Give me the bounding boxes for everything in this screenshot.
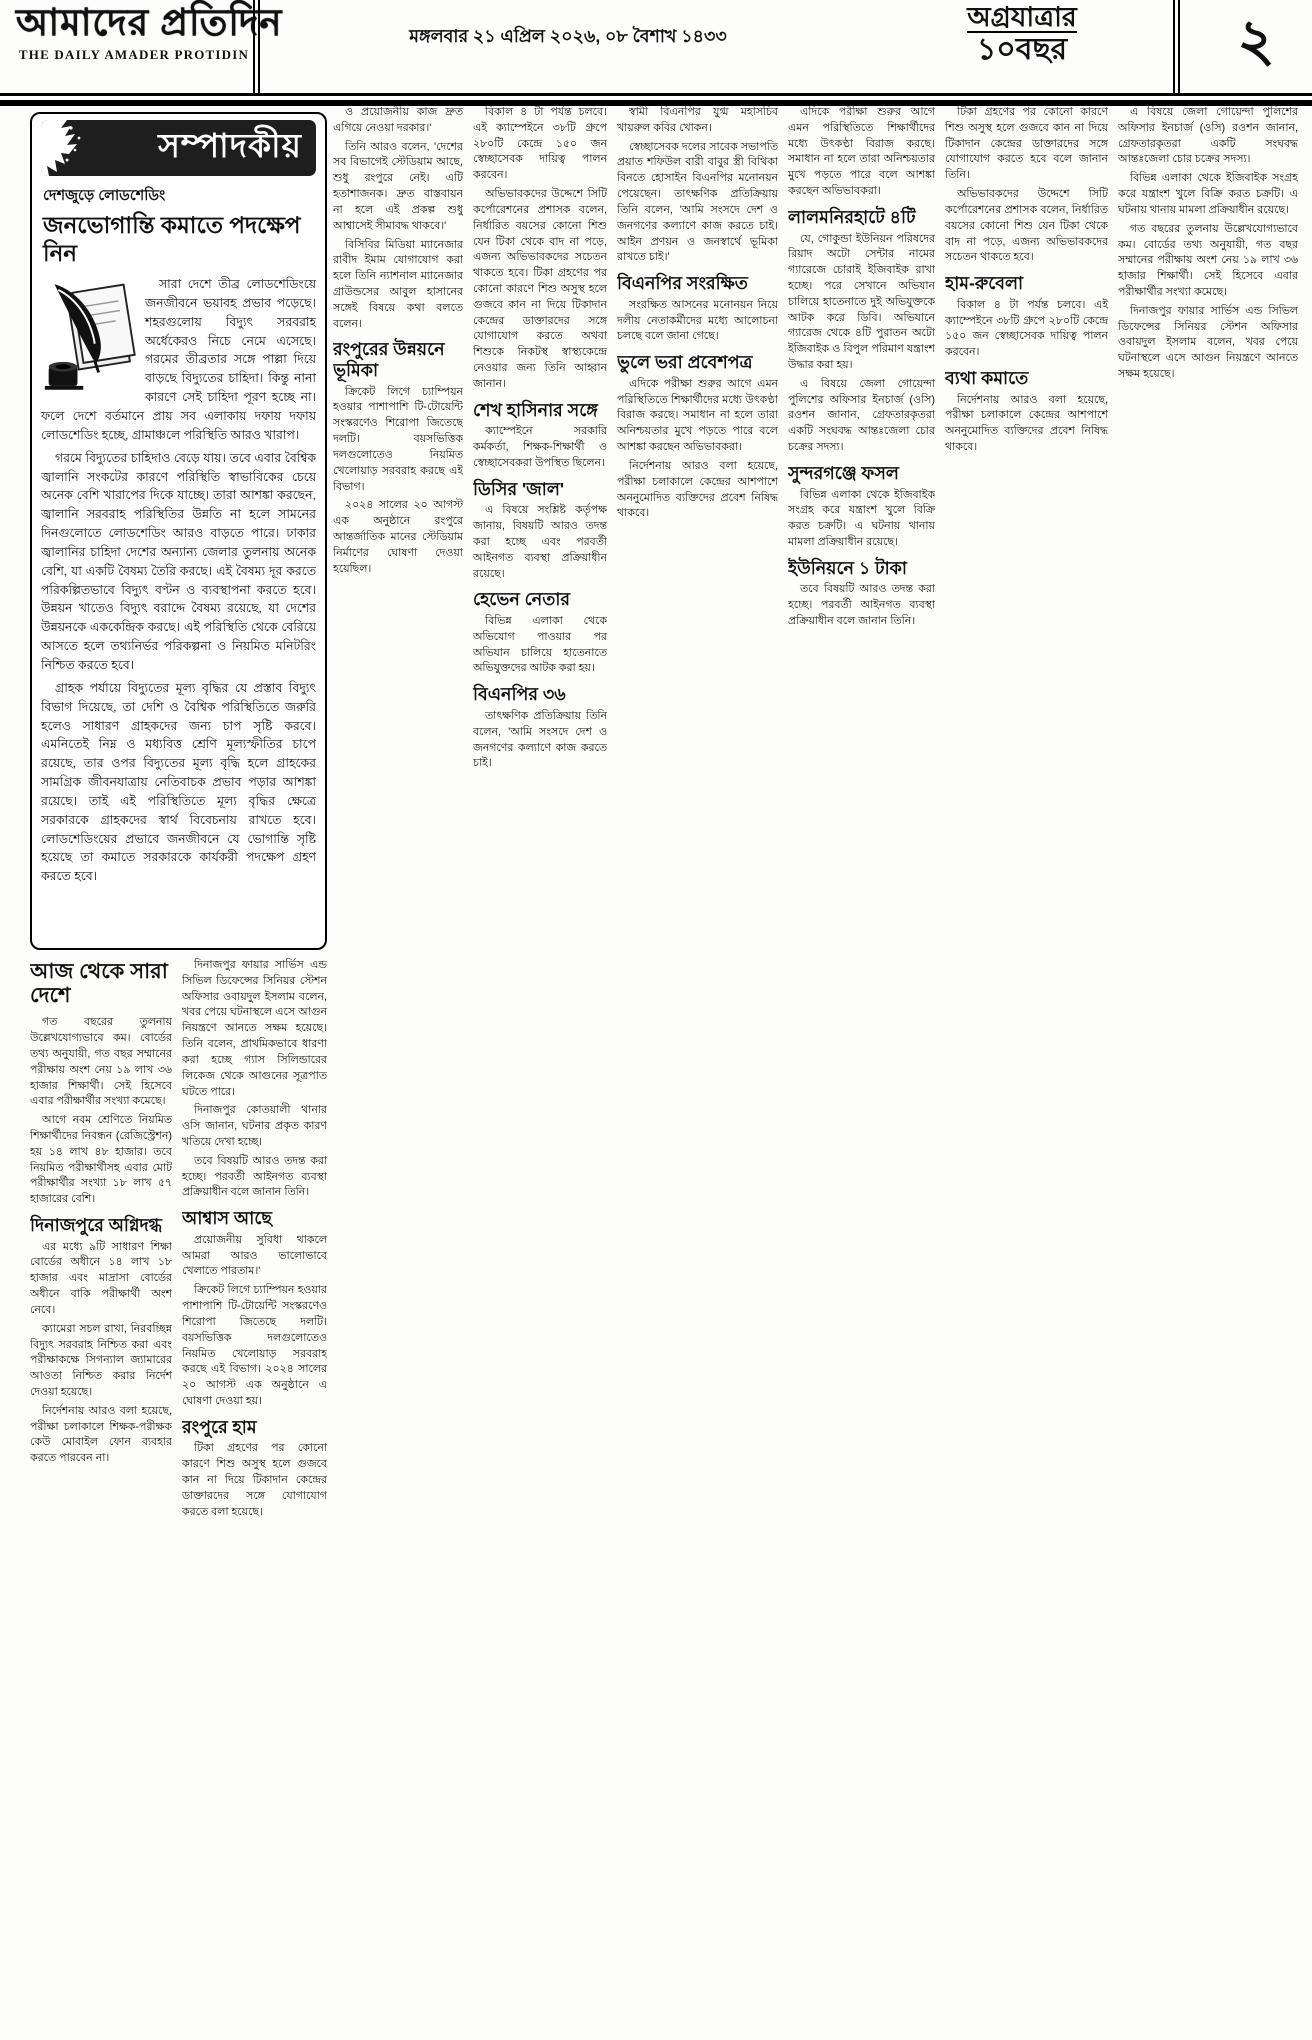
anniversary-line2: ১০বছর [967, 31, 1077, 66]
article-subhead: আশ্বাস আছে [182, 1208, 272, 1229]
quill-pen-illustration [41, 277, 137, 395]
article-paragraph: নির্দেশনায় আরও বলা হয়েছে, পরীক্ষা চলাকালে শিক্ষক-পরীক্ষক কেউ মোবাইল ফোন ব্যবহার করতে পারবেন না। [30, 1404, 172, 1465]
article-paragraph: অভিভাবকদের উদ্দেশে সিটি কর্পোরেশনের প্রশাসক বলেন, নির্ধারিত বয়সের কোনো শিশু যেন টিকা থেকে বাদ না পড়ে, এজন্য অভিভাবকদের সচেতন থাকতে হবে। [945, 188, 1108, 264]
article-subhead: রংপুরের উন্নয়নে ভূমিকা [333, 339, 445, 381]
article-paragraph: দিনাজপুর ফায়ার সার্ভিস এন্ড সিভিল ডিফেন্সের সিনিয়র স্টেশন অফিসার ওবায়দুল ইসলাম বলেন, খবর পেয়ে ঘটনাস্থলে এসে আগুন নিয়ন্ত্রণে আনতে সক্ষম হয়েছে। তিনি বলেন, প্রাথমিকভাবে ধারণা করা হচ্ছে গ্যাস সিলিন্ডারের লিকেজ থেকে আগুনের সূত্রপাত ঘটতে পারে। [182, 959, 327, 1098]
article-paragraph: বিভিন্ন এলাকা থেকে ইজিবাইক সংগ্রহ করে যন্ত্রাংশ খুলে বিক্রি করত চক্রটি। এ ঘটনায় থানায় মামলা প্রক্রিয়াধীন রয়েছে। [1118, 172, 1298, 216]
editorial-body [41, 275, 316, 927]
masthead [16, 2, 283, 63]
article-paragraph: তবে বিষয়টি আরও তদন্ত করা হচ্ছে। পরবর্তী আইনগত ব্যবস্থা প্রক্রিয়াধীন বলে জানান তিনি। [788, 583, 935, 628]
article-paragraph: টিকা গ্রহণের পর কোনো কারণে শিশু অসুস্থ হলে গুজবে কান না দিয়ে টিকাদান কেন্দ্রের ডাক্তারদের সঙ্গে যোগাযোগ করতে বলা হয়েছে। [182, 1442, 327, 1518]
article-paragraph: ক্যামেরা সচল রাখা, নিরবচ্ছিন্ন বিদ্যুৎ সরবরাহ নিশ্চিত করা এবং পরীক্ষাকক্ষে সিগন্যাল জ্যামারের আওতা নিশ্চিত করার নির্দেশ দেওয়া হয়েছে। [30, 1322, 172, 1398]
article-paragraph: গ্রাহক পর্যায়ে বিদ্যুতের মূল্য বৃদ্ধির যে প্রস্তাব বিদ্যুৎ বিভাগ দিয়েছে, তা দেশি ও বৈশ্বিক পরিস্থিতিতে জরুরি হলেও সাধারণ গ্রাহকদের জন্য চাপ সৃষ্টি করবে। এমনিতেই নিম্ন ও মধ্যবিত্ত শ্রেণি মূল্যস্ফীতির চাপে রয়েছে, তার ওপর বিদ্যুতের মূল্য বৃদ্ধি হলে গ্রাহকের সামগ্রিক জীবনযাত্রায় নেতিবাচক প্রভাব পড়ার আশঙ্কা রয়েছে। তাই এই পরিস্থিতিতে মূল্য বৃদ্ধির ক্ষেত্রে সরকারকে গ্রাহকদের স্বার্থ বিবেচনায় রাখতে হবে। লোডশেডিংয়ের প্রভাবে জনজীবনে যে ভোগান্তি সৃষ্টি হয়েছে তা কমাতে সরকারকে কার্যকরী পদক্ষেপ গ্রহণ করতে হবে। [41, 680, 316, 884]
article-subhead: দিনাজপুরে অগ্নিদগ্ধ [30, 1215, 162, 1236]
article-paragraph: ও প্রয়োজনীয় কাজ দ্রুত এগিয়ে নেওয়া দরকার।' [333, 106, 463, 134]
article-paragraph: এর মধ্যে ৯টি সাধারণ শিক্ষা বোর্ডের অধীনে ১৪ লাখ ১৮ হাজার এবং মাদ্রাসা বোর্ডের অধীনে বাকি পরীক্ষার্থী অংশ নেবে। [30, 1240, 172, 1316]
article-subhead: ভুলে ভরা প্রবেশপত্র [617, 352, 753, 373]
article-paragraph: দিনাজপুর কোতয়ালী থানার ওসি জানান, ঘটনার প্রকৃত কারণ খতিয়ে দেখা হচ্ছে। [182, 1104, 327, 1148]
header-rule [0, 93, 1312, 100]
masthead-title-english: THE DAILY AMADER PROTIDIN [18, 46, 250, 62]
article-subhead: হাম-রুবেলা [945, 273, 1024, 294]
editorial-headline: জনভোগান্তি কমাতে পদক্ষেপ নিন [43, 212, 301, 267]
anniversary-badge [872, 4, 1172, 66]
article-subhead: রংপুরে হাম [182, 1416, 257, 1437]
article-paragraph: গত বছরের তুলনায় উল্লেখযোগ্যভাবে কম। বোর্ডের তথ্য অনুযায়ী, গত বছর সম্মানের পরীক্ষায় অংশ নেয় ১৯ লাখ ৩৬ হাজার শিক্ষার্থী। সেই হিসেবে এবার পরীক্ষার্থীর সংখ্যা কমেছে। [30, 1016, 172, 1108]
article-paragraph: অভিভাবকদের উদ্দেশে সিটি কর্পোরেশনের প্রশাসক বলেন, নির্ধারিত বয়সের কোনো শিশু যেন টিকা থেকে বাদ না পড়ে, এজন্য অভিভাবকদের সচেতন থাকতে হবে। টিকা গ্রহণের পর কোনো কারণে শিশু অসুস্থ হলে গুজবে কান না দিয়ে টিকাদান কেন্দ্রের ডাক্তারদের সঙ্গে যোগাযোগ করতে অথবা শিশুকে নিকটস্থ স্বাস্থ্যকেন্দ্রে নেওয়ার জন্য তিনি আহ্বান জানান। [473, 188, 607, 390]
editorial-section-banner [41, 120, 316, 176]
article-subhead: বিএনপির ৩৬ [473, 684, 566, 705]
editorial-kicker: দেশজুড়ে লোডশেডিং [43, 188, 166, 204]
news-column-lower-2 [182, 958, 327, 2030]
article-subhead: ইউনিয়নে ১ টাকা [788, 557, 907, 578]
article-paragraph: বিকাল ৪ টা পর্যন্ত চলবে। এই ক্যাম্পেইনে ৩৮টি গ্রুপে ২৮০টি কেন্দ্রে ১৫০ জন স্বেচ্ছাসেবক দায়িত্ব পালন করবেন। [473, 106, 607, 182]
article-paragraph: গত বছরের তুলনায় উল্লেখযোগ্যভাবে কম। বোর্ডের তথ্য অনুযায়ী, গত বছর সম্মানের পরীক্ষায় অংশ নেয় ১৯ লাখ ৩৬ হাজার শিক্ষার্থী। সেই হিসেবে এবার পরীক্ষার্থীর সংখ্যা কমেছে। [1118, 222, 1298, 298]
article-paragraph: নির্দেশনায় আরও বলা হয়েছে, পরীক্ষা চলাকালে কেন্দ্রের আশপাশে অননুমোদিত ব্যক্তিদের প্রবেশ নিষিদ্ধ থাকবে। [617, 459, 778, 520]
article-subhead: হেভেন নেতার [473, 589, 571, 610]
article-paragraph: ২০২৪ সালের ২০ আগস্ট এক অনুষ্ঠানে রংপুরে আন্তর্জাতিক মানের স্টেডিয়াম নির্মাণের ঘোষণা দেওয়া হয়েছিল। [333, 499, 463, 575]
article-paragraph: নির্দেশনায় আরও বলা হয়েছে, পরীক্ষা চলাকালে কেন্দ্রের আশপাশে অননুমোদিত ব্যক্তিদের প্রবেশ নিষিদ্ধ থাকবে। [945, 393, 1108, 454]
article-paragraph: এ বিষয়ে সংশ্লিষ্ট কর্তৃপক্ষ জানায়, বিষয়টি আরও তদন্ত করা হচ্ছে এবং পরবর্তী আইনগত ব্যবস্থা প্রক্রিয়াধীন রয়েছে। [473, 504, 607, 580]
news-column-lower-1 [30, 958, 172, 2030]
masthead-title-bangla: আমাদের প্রতিদিন [16, 2, 283, 43]
article-headline: আজ থেকে সারা দেশে [30, 960, 168, 1008]
article-paragraph: স্বামী বিএনপির যুগ্ম মহাসচিব খায়রুল কবির খোকন। [617, 106, 778, 134]
dateline: মঙ্গলবার ২১ এপ্রিল ২০২৬, ০৮ বৈশাখ ১৪৩৩ [409, 26, 727, 46]
editorial-section-label: সম্পাদকীয় [158, 127, 302, 164]
article-paragraph: এদিকে পরীক্ষা শুরুর আগে এমন পরিস্থিতিতে শিক্ষার্থীদের মধ্যে উৎকণ্ঠা বিরাজ করছে। সমাধান না হলে তারা অনিশ্চয়তার মুখে পড়তে পারে বলে আশঙ্কা করছেন অভিভাবকরা। [788, 106, 935, 198]
header-divider-left [253, 0, 260, 93]
article-subhead: শেখ হাসিনার সঙ্গে [473, 399, 598, 420]
article-paragraph: ক্রিকেট লিগে চ্যাম্পিয়ন হওয়ার পাশাপাশি টি-টোয়েন্টি সংস্করণেও শিরোপা জিতেছে দলটি। বয়সভিত্তিক দলগুলোতেও নিয়মিত খেলোয়াড় সরবরাহ করছে এই বিভাগ। ২০২৪ সালের ২০ আগস্ট এক অনুষ্ঠানে এ ঘোষণা দেওয়া হয়। [182, 1284, 327, 1407]
page-number: ২ [1237, 8, 1275, 73]
article-paragraph: এ বিষয়ে জেলা গোয়েন্দা পুলিশের অফিসার ইনচার্জ (ওসি) রওশন জানান, গ্রেফতারকৃতরা একটি সংঘবদ্ধ আন্তঃজেলা চোর চক্রের সদস্য। [788, 377, 935, 454]
editorial-box [30, 112, 327, 950]
article-paragraph: বিভিন্ন এলাকা থেকে ইজিবাইক সংগ্রহ করে যন্ত্রাংশ খুলে বিক্রি করত চক্রটি। এ ঘটনায় থানায় মামলা প্রক্রিয়াধীন রয়েছে। [788, 488, 935, 548]
article-paragraph: বিসিবির মিডিয়া ম্যানেজার রাবীদ ইমাম যোগাযোগ করা হলে তিনি ন্যাশনাল ম্যানেজার গ্রাউন্ডসের আবুল হাসানের সঙ্গেই বিষয়ে কথা বলতে বলেন। [333, 238, 463, 330]
news-column-4 [788, 105, 935, 2030]
article-subhead: লালমনিরহাটে ৪টি [788, 206, 916, 227]
article-paragraph: এ বিষয়ে জেলা গোয়েন্দা পুলিশের অফিসার ইনচার্জ (ওসি) রওশন জানান, গ্রেফতারকৃতরা একটি সংঘবদ্ধ আন্তঃজেলা চোর চক্রের সদস্য। [1118, 106, 1298, 166]
article-paragraph: সারা দেশে তীব্র লোডশেডিংয়ে জনজীবনে ভয়াবহ প্রভাব পড়েছে। শহরগুলোয় বিদ্যুৎ সরবরাহ অর্ধেকেরও নিচে নেমে এসেছে। গরমের তীব্রতার সঙ্গে পাল্লা দিয়ে বাড়ছে বিদ্যুতের চাহিদা। কিন্তু নানা কারণে সেই চাহিদা পূরণ হচ্ছে না। ফলে দেশে বর্তমানে প্রায় সব এলাকায় দফায় দফায় লোডশেডিং হচ্ছে, গ্রামাঞ্চলে পরিস্থিতি আরও খারাপ। [41, 277, 316, 442]
article-paragraph: সংরক্ষিত আসনের মনোনয়ন নিয়ে দলীয় নেতাকর্মীদের মধ্যে আলোচনা চলছে বলে জানা গেছে। [617, 298, 778, 343]
anniversary-line1: অগ্রযাত্রার [967, 2, 1077, 32]
article-paragraph: তাৎক্ষণিক প্রতিক্রিয়ায় তিনি বলেন, 'আমি সংসদে দেশ ও জনগণের কল্যাণে কাজ করতে চাই। [473, 709, 607, 770]
article-subhead: বিএনপির সংরক্ষিত [617, 273, 748, 294]
article-paragraph: আগে নবম শ্রেণিতে নিয়মিত শিক্ষার্থীদের নিবন্ধন (রেজিস্ট্রেশন) হয় ১৪ লাখ ৪৮ হাজার। তবে নিয়মিত পরীক্ষার্থীসহ এবার মোট পরীক্ষার্থীর সংখ্যা ১৮ লাখ ৫৭ হাজারের বেশি। [30, 1114, 172, 1206]
article-paragraph: প্রয়োজনীয় সুবিধা থাকলে আমরা আরও ভালোভাবে খেলাতে পারতাম।' [182, 1233, 327, 1278]
article-paragraph: ক্যাম্পেইনে সরকারি কর্মকর্তা, শিক্ষক-শিক্ষার্থী ও স্বেচ্ছাসেবকরা উপস্থিত ছিলেন। [473, 425, 607, 469]
news-column-3 [617, 105, 778, 2030]
article-paragraph: এদিকে পরীক্ষা শুরুর আগে এমন পরিস্থিতিতে শিক্ষার্থীদের মধ্যে উৎকণ্ঠা বিরাজ করছে। সমাধান না হলে তারা অনিশ্চয়তার মুখে পড়তে পারে বলে আশঙ্কা করছেন অভিভাবকরা। [617, 377, 778, 454]
torn-paper-icon [41, 120, 111, 176]
article-paragraph: ক্রিকেট লিগে চ্যাম্পিয়ন হওয়ার পাশাপাশি টি-টোয়েন্টি সংস্করণেও শিরোপা জিতেছে দলটি। বয়সভিত্তিক দলগুলোতেও নিয়মিত খেলোয়াড় সরবরাহ করছে এই বিভাগ। [333, 385, 463, 493]
header-divider-right [1173, 0, 1180, 93]
article-paragraph: টিকা গ্রহণের পর কোনো কারণে শিশু অসুস্থ হলে গুজবে কান না দিয়ে টিকাদান কেন্দ্রের ডাক্তারদের সঙ্গে যোগাযোগ করতে হবে বলে জানান তিনি। [945, 106, 1108, 182]
article-paragraph: গরমে বিদ্যুতের চাহিদাও বেড়ে যায়। তবে এবার বৈশ্বিক জ্বালানি সংকটের কারণে পরিস্থিতি স্বাভাবিকের চেয়ে অনেক বেশি খারাপের দিকে যাচ্ছে। তারা আশঙ্কা করছেন, জ্বালানি সরবরাহ পরিস্থিতির উন্নতি না হলে সামনের দিনগুলোতে লোডশেডিং আরও বাড়তে পারে। ঢাকার জ্বালানির চাহিদা দেশের অন্যান্য জেলার তুলনায় অনেক বেশি, যা একটি বৈষম্য তৈরি করছে। এই বৈষম্য দূর করতে পরিকল্পিতভাবে বিদ্যুৎ বণ্টন ও ব্যবস্থাপনা করতে হবে। উন্নয়ন খাতেও বিদ্যুৎ বরাদ্দে বৈষম্য রয়েছে, যা দেশের উন্নয়নকে এককেন্দ্রিক করছে। এই পরিস্থিতি থেকে বেরিয়ে আসতে হলে তথ্যনির্ভর পরিকল্পনা ও নিয়মিত মনিটরিং নিশ্চিত করতে হবে। [41, 450, 316, 672]
article-subhead: সুন্দরগঞ্জে ফসল [788, 462, 899, 483]
news-column-1 [333, 105, 463, 2030]
article-paragraph: যে, গোকুন্ডা ইউনিয়ন পরিষদের রিয়াদ অটো সেন্টার নামের গ্যারেজে চোরাই ইজিবাইক রাখা হচ্ছে। পরে সেখানে অভিযান চালিয়ে হাতেনাতে দুই অভিযুক্তকে আটক করে ডিবি। অভিযানে গ্যারেজ থেকে ৪টি পুরাতন অটো ইজিবাইক ও বিপুল পরিমাণ যন্ত্রাংশ উদ্ধার করা হয়। [788, 232, 935, 372]
article-paragraph: তবে বিষয়টি আরও তদন্ত করা হচ্ছে। পরবর্তী আইনগত ব্যবস্থা প্রক্রিয়াধীন বলে জানান তিনি। [182, 1154, 327, 1199]
article-paragraph: বিভিন্ন এলাকা থেকে অভিযোগ পাওয়ার পর অভিযান চালিয়ে হাতেনাতে অভিযুক্তদের আটক করা হয়। [473, 615, 607, 675]
news-column-2 [473, 105, 607, 2030]
news-column-6 [1118, 105, 1298, 2030]
article-subhead: ব্যথা কমাতে [945, 368, 1029, 389]
article-paragraph: বিকাল ৪ টা পর্যন্ত চলবে। এই ক্যাম্পেইনে ৩৮টি গ্রুপে ২৮০টি কেন্দ্রে ১৫০ জন স্বেচ্ছাসেবক দায়িত্ব পালন করবেন। [945, 298, 1108, 359]
article-paragraph: তিনি আরও বলেন, 'দেশের সব বিভাগেই স্টেডিয়াম আছে, শুধু রংপুরে নেই। এটি হতাশাজনক। দ্রুত বাস্তবায়ন না হলে এই প্রকল্প শুধু আশ্বাসেই সীমাবদ্ধ থাকবে।' [333, 140, 463, 232]
article-paragraph: দিনাজপুর ফায়ার সার্ভিস এন্ড সিভিল ডিফেন্সের সিনিয়র স্টেশন অফিসার ওবায়দুল ইসলাম বলেন, খবর পেয়ে ঘটনাস্থলে এসে আগুন নিয়ন্ত্রণে আনতে সক্ষম হয়েছে। [1118, 304, 1298, 380]
article-paragraph: স্বেচ্ছাসেবক দলের সাবেক সভাপতি প্রয়াত শফিউল বারী বাবুর স্ত্রী বিথিকা বিনতে হোসাইন বিএনপির মনোনয়ন পেয়েছেন। তাৎক্ষণিক প্রতিক্রিয়ায় তিনি বলেন, 'আমি সংসদে দেশ ও জনগণের কল্যাণে কাজ করতে চাই। আইন প্রণয়ন ও জনস্বার্থে ভূমিকা রাখতে চাই।' [617, 140, 778, 264]
article-subhead: ডিসির 'জাল' [473, 478, 565, 499]
news-column-5 [945, 105, 1108, 2030]
